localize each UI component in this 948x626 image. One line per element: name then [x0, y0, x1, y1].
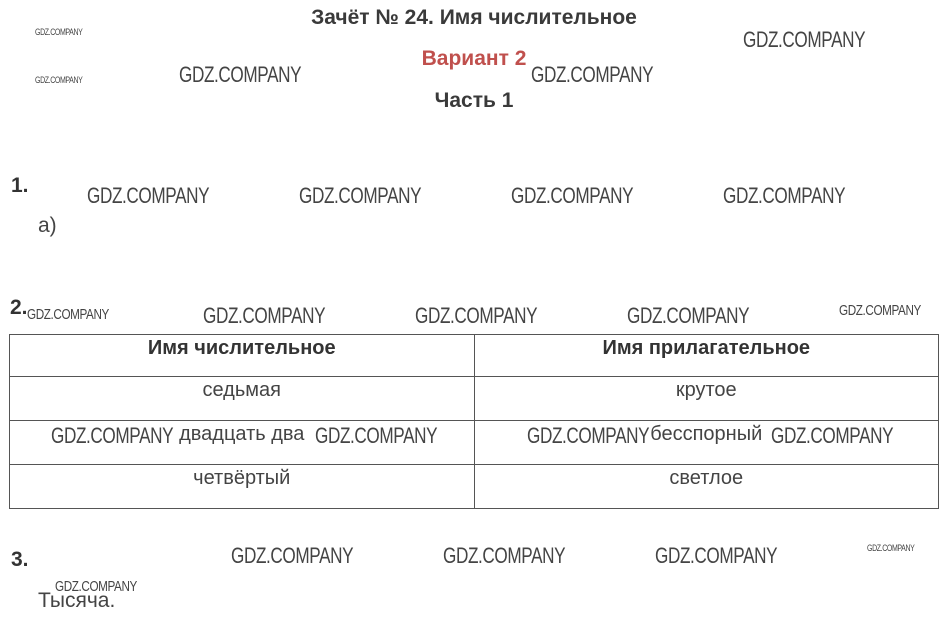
watermark: GDZ.COMPANY	[655, 543, 778, 568]
table-cell: седьмая	[10, 377, 475, 421]
watermark: GDZ.COMPANY	[839, 302, 921, 319]
numerals-table	[9, 334, 939, 509]
table-header-cell: Имя прилагательное	[474, 335, 939, 377]
watermark: GDZ.COMPANY	[443, 543, 566, 568]
watermark: GDZ.COMPANY	[35, 75, 83, 85]
watermark: GDZ.COMPANY	[743, 27, 866, 52]
task-3-answer: Тысяча.	[38, 589, 116, 612]
watermark: GDZ.COMPANY	[87, 183, 210, 208]
page-title: Зачёт № 24. Имя числительное	[311, 6, 637, 29]
part-label: Часть 1	[434, 89, 514, 112]
watermark: GDZ.COMPANY	[527, 423, 650, 448]
watermark: GDZ.COMPANY	[771, 423, 894, 448]
watermark: GDZ.COMPANY	[231, 543, 354, 568]
watermark: GDZ.COMPANY	[627, 303, 750, 328]
table-row	[10, 465, 939, 509]
task-2-number: 2.	[10, 296, 28, 319]
table-cell: светлое	[474, 465, 939, 509]
task-1-answer: а)	[38, 214, 57, 237]
watermark: GDZ.COMPANY	[415, 303, 538, 328]
table-cell: крутое	[474, 377, 939, 421]
task-1-number: 1.	[11, 174, 29, 197]
watermark: GDZ.COMPANY	[51, 423, 174, 448]
watermark: GDZ.COMPANY	[35, 27, 83, 37]
table-cell: бесспорный	[474, 421, 939, 465]
watermark: GDZ.COMPANY	[55, 578, 137, 595]
variant-label: Вариант 2	[421, 47, 527, 70]
watermark: GDZ.COMPANY	[179, 62, 302, 87]
table-cell: четвёртый	[10, 465, 475, 509]
task-3-number: 3.	[11, 548, 29, 571]
watermark: GDZ.COMPANY	[511, 183, 634, 208]
table-header-cell: Имя числительное	[10, 335, 475, 377]
table-row	[10, 377, 939, 421]
table-header-row	[10, 335, 939, 377]
watermark: GDZ.COMPANY	[867, 543, 915, 553]
watermark: GDZ.COMPANY	[203, 303, 326, 328]
watermark: GDZ.COMPANY	[299, 183, 422, 208]
watermark: GDZ.COMPANY	[723, 183, 846, 208]
watermark: GDZ.COMPANY	[27, 306, 109, 323]
watermark: GDZ.COMPANY	[531, 62, 654, 87]
table-cell: двадцать два	[10, 421, 475, 465]
watermark: GDZ.COMPANY	[315, 423, 438, 448]
